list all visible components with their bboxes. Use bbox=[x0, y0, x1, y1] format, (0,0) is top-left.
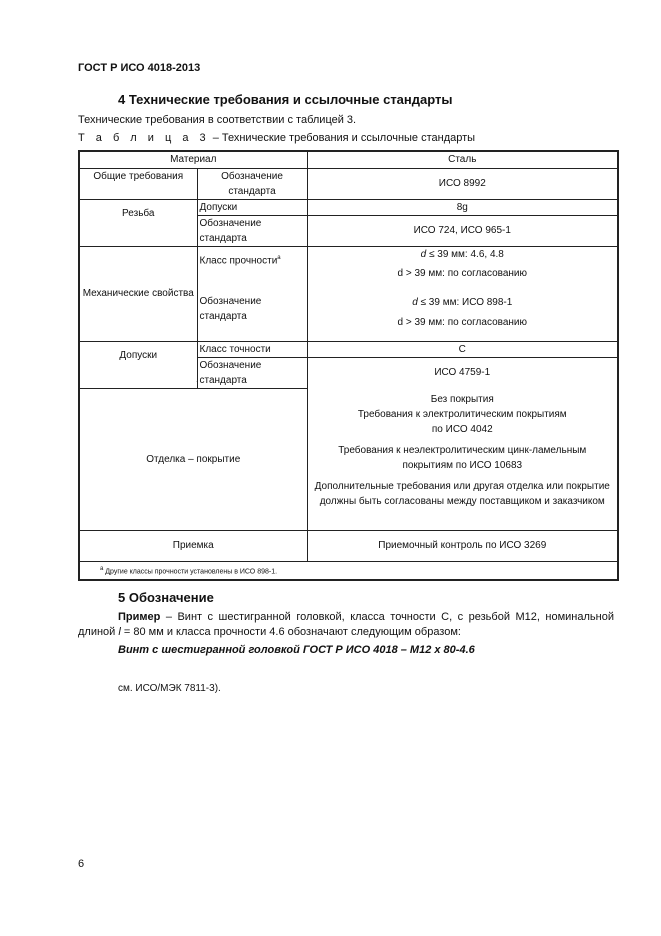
cell-accuracy-value: C bbox=[307, 341, 618, 357]
strength-class-text: Класс прочности bbox=[199, 254, 278, 266]
designation-example: Винт с шестигранной головкой ГОСТ Р ИСО 4018 – М12 х 80-4.6 bbox=[118, 644, 475, 656]
finish-option-3: Требования к неэлектролитическим цинк-ламельным покрытиям по ИСО 10683 bbox=[338, 445, 587, 471]
cell-mechanical-properties: Механические свойства bbox=[79, 246, 197, 341]
cell-iso-4759: ИСО 4759-1 bbox=[307, 357, 618, 388]
cell-tolerances: Допуски bbox=[79, 341, 197, 388]
table-head-material: Материал bbox=[79, 151, 307, 168]
cell-finish: Отделка – покрытие bbox=[79, 388, 307, 530]
requirements-table bbox=[78, 150, 619, 581]
section-4-intro: Технические требования в соответствии с таблицей 3. bbox=[78, 114, 357, 126]
mechanical-designation-label: Обозначение стандарта bbox=[199, 295, 262, 322]
document-header: ГОСТ Р ИСО 4018-2013 bbox=[78, 62, 201, 74]
cell-acceptance-value: Приемочный контроль по ИСО 3269 bbox=[307, 530, 618, 561]
cell-thread: Резьба bbox=[79, 199, 197, 246]
cell-thread-designation: Обозначение стандарта bbox=[197, 215, 307, 246]
example-label: Пример bbox=[118, 611, 161, 623]
mechanical-standard-1-text: ≤ 39 мм: ИСО 898-1 bbox=[417, 296, 513, 308]
cell-tolerances-designation: Обозначение стандарта bbox=[197, 357, 307, 388]
table-footnote bbox=[79, 561, 618, 580]
table-footnote-text: Другие классы прочности установлены в ИСО 898-1. bbox=[105, 567, 278, 575]
finish-option-1: Без покрытия bbox=[430, 394, 494, 405]
cell-mechanical-labels bbox=[197, 246, 307, 341]
cell-thread-value: 8g bbox=[307, 199, 618, 215]
table-caption-label: Т а б л и ц а 3 bbox=[78, 132, 210, 144]
page-number: 6 bbox=[78, 858, 85, 870]
cell-general-requirements: Общие требования bbox=[79, 168, 197, 199]
strength-value-1 bbox=[310, 247, 616, 262]
cell-thread-tolerances: Допуски bbox=[197, 199, 307, 215]
cell-accuracy-class: Класс точности bbox=[197, 341, 307, 357]
cell-finish-values bbox=[307, 388, 618, 530]
strength-value-2: d > 39 мм: по согласованию bbox=[397, 267, 527, 279]
table-footnote-mark: а bbox=[100, 565, 104, 572]
example-paragraph bbox=[78, 610, 614, 640]
mechanical-standard-2: d > 39 мм: по согласованию bbox=[397, 316, 527, 328]
mechanical-standard-1 bbox=[310, 295, 616, 310]
strength-class-label bbox=[200, 251, 305, 268]
strength-class-footnote-mark: а bbox=[277, 254, 281, 261]
cell-iso-8992: ИСО 8992 bbox=[307, 168, 618, 199]
cell-mechanical-values bbox=[307, 246, 618, 341]
finish-option-4: Дополнительные требования или другая отделка или покрытие должны быть согласованы между поставщиком и заказчиком bbox=[314, 481, 610, 507]
example-var: l bbox=[118, 626, 121, 638]
cell-general-designation: Обозначение стандарта bbox=[197, 168, 307, 199]
finish-option-2: Требования к электролитическим покрытиям по ИСО 4042 bbox=[357, 409, 567, 435]
table-head-steel: Сталь bbox=[307, 151, 618, 168]
strength-value-1-var: d bbox=[420, 248, 427, 260]
example-text-1: – Винт с шестигранной головкой, класса точности С, с резьбой М12, номинальной длиной bbox=[78, 611, 614, 638]
cell-acceptance: Приемка bbox=[79, 530, 307, 561]
stray-dot: · bbox=[196, 379, 198, 385]
table-caption-text: – Технические требования и ссылочные стандарты bbox=[209, 132, 476, 144]
example-text-2: = 80 мм и класса прочности 4.6 обозначают следующим образом: bbox=[120, 626, 461, 638]
cell-thread-standard: ИСО 724, ИСО 965-1 bbox=[307, 215, 618, 246]
table-caption bbox=[78, 132, 475, 144]
section-4-title: 4 Технические требования и ссылочные стандарты bbox=[118, 92, 453, 107]
section-5-title: 5 Обозначение bbox=[118, 590, 214, 605]
mechanical-standard-1-var: d bbox=[412, 296, 418, 308]
strength-value-1-text: ≤ 39 мм: 4.6, 4.8 bbox=[426, 248, 504, 260]
reference-note: см. ИСО/МЭК 7811-3). bbox=[118, 683, 221, 694]
